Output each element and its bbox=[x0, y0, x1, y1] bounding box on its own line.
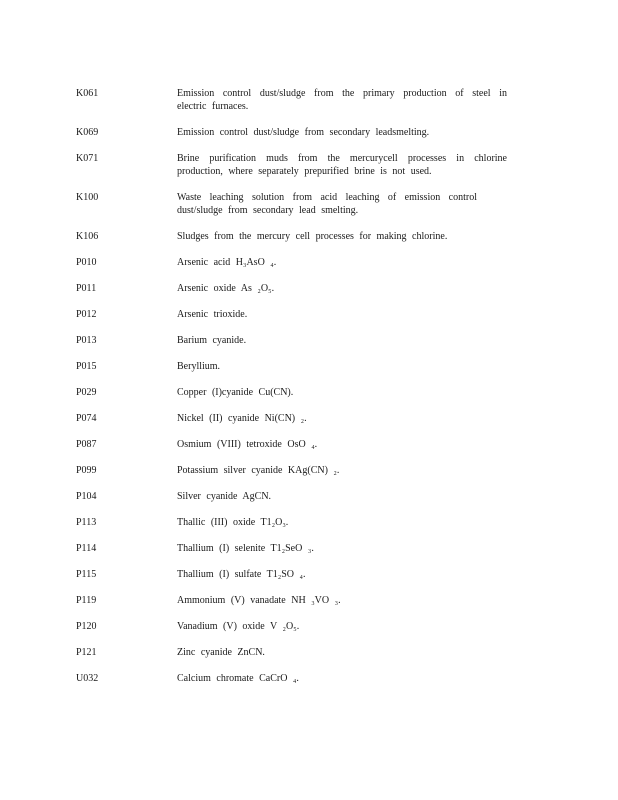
description-line: electric furnaces. bbox=[177, 101, 249, 112]
waste-description bbox=[177, 334, 526, 347]
waste-description bbox=[177, 516, 526, 529]
description-line: Calcium chromate CaCrO ₄. bbox=[177, 673, 299, 684]
list-item bbox=[76, 620, 526, 633]
list-item bbox=[76, 490, 526, 503]
waste-description bbox=[177, 464, 526, 477]
waste-description bbox=[177, 412, 526, 425]
waste-code: P010 bbox=[76, 257, 97, 268]
list-item bbox=[76, 87, 526, 113]
waste-code: P121 bbox=[76, 647, 97, 658]
description-line: Thallium (I) selenite T1₂SeO ₃. bbox=[177, 543, 314, 554]
waste-description bbox=[177, 386, 526, 399]
description-line: Vanadium (V) oxide V ₂O₅. bbox=[177, 621, 300, 632]
waste-code: P087 bbox=[76, 439, 97, 450]
waste-code-list bbox=[76, 87, 526, 698]
waste-description bbox=[177, 256, 526, 269]
list-item bbox=[76, 516, 526, 529]
waste-description bbox=[177, 542, 526, 555]
waste-code: K106 bbox=[76, 231, 99, 242]
waste-code: P074 bbox=[76, 413, 97, 424]
list-item bbox=[76, 386, 526, 399]
waste-description bbox=[177, 646, 526, 659]
waste-code: P012 bbox=[76, 309, 97, 320]
list-item bbox=[76, 646, 526, 659]
waste-code: U032 bbox=[76, 673, 99, 684]
list-item bbox=[76, 412, 526, 425]
description-line: Sludges from the mercury cell processes for making chlorine. bbox=[177, 231, 448, 242]
description-line: Waste leaching solution from acid leaching of emission control bbox=[177, 192, 477, 203]
waste-code: P015 bbox=[76, 361, 97, 372]
waste-description bbox=[177, 230, 526, 243]
description-line: production, where separately prepurified brine is not used. bbox=[177, 166, 432, 177]
waste-description bbox=[177, 191, 526, 217]
description-line: Thallium (I) sulfate T1₂SO ₄. bbox=[177, 569, 306, 580]
list-item bbox=[76, 126, 526, 139]
list-item bbox=[76, 308, 526, 321]
list-item bbox=[76, 282, 526, 295]
list-item bbox=[76, 256, 526, 269]
list-item bbox=[76, 191, 526, 217]
waste-code: P120 bbox=[76, 621, 97, 632]
waste-code: P099 bbox=[76, 465, 97, 476]
description-line: Thallic (III) oxide T1₂O₃. bbox=[177, 517, 289, 528]
waste-code: P029 bbox=[76, 387, 97, 398]
waste-description bbox=[177, 490, 526, 503]
description-line: Copper (I)cyanide Cu(CN). bbox=[177, 387, 294, 398]
waste-code: P119 bbox=[76, 595, 97, 606]
waste-code: P113 bbox=[76, 517, 97, 528]
waste-description bbox=[177, 620, 526, 633]
description-line: Potassium silver cyanide KAg(CN) ₂. bbox=[177, 465, 340, 476]
list-item bbox=[76, 594, 526, 607]
description-line: Arsenic acid H₃AsO ₄. bbox=[177, 257, 277, 268]
waste-description bbox=[177, 152, 526, 178]
description-line: Arsenic oxide As ₂O₅. bbox=[177, 283, 275, 294]
waste-code: P115 bbox=[76, 569, 97, 580]
waste-code: K061 bbox=[76, 88, 99, 99]
description-line: Emission control dust/sludge from the primary production of steel in bbox=[177, 88, 507, 99]
description-line: Barium cyanide. bbox=[177, 335, 247, 346]
list-item bbox=[76, 438, 526, 451]
waste-code: P104 bbox=[76, 491, 97, 502]
description-line: dust/sludge from secondary lead smelting. bbox=[177, 205, 359, 216]
list-item bbox=[76, 360, 526, 373]
waste-code: K069 bbox=[76, 127, 99, 138]
list-item bbox=[76, 334, 526, 347]
list-item bbox=[76, 542, 526, 555]
description-line: Ammonium (V) vanadate NH ₃VO ₃. bbox=[177, 595, 341, 606]
description-line: Emission control dust/sludge from secondary leadsmelting. bbox=[177, 127, 430, 138]
waste-description bbox=[177, 282, 526, 295]
list-item bbox=[76, 672, 526, 685]
list-item bbox=[76, 152, 526, 178]
waste-code: P013 bbox=[76, 335, 97, 346]
description-line: Zinc cyanide ZnCN. bbox=[177, 647, 265, 658]
waste-description bbox=[177, 672, 526, 685]
waste-code: K071 bbox=[76, 153, 99, 164]
list-item bbox=[76, 568, 526, 581]
description-line: Arsenic trioxide. bbox=[177, 309, 248, 320]
description-line: Brine purification muds from the mercurycell processes in chlorine bbox=[177, 153, 507, 164]
waste-code: P114 bbox=[76, 543, 97, 554]
description-line: Beryllium. bbox=[177, 361, 221, 372]
list-item bbox=[76, 230, 526, 243]
waste-description bbox=[177, 568, 526, 581]
waste-code: K100 bbox=[76, 192, 99, 203]
description-line: Silver cyanide AgCN. bbox=[177, 491, 272, 502]
waste-description bbox=[177, 438, 526, 451]
description-line: Nickel (II) cyanide Ni(CN) ₂. bbox=[177, 413, 307, 424]
waste-description bbox=[177, 594, 526, 607]
waste-description bbox=[177, 126, 526, 139]
waste-description bbox=[177, 360, 526, 373]
waste-code: P011 bbox=[76, 283, 97, 294]
waste-description bbox=[177, 308, 526, 321]
list-item bbox=[76, 464, 526, 477]
description-line: Osmium (VIII) tetroxide OsO ₄. bbox=[177, 439, 318, 450]
waste-description bbox=[177, 87, 526, 113]
